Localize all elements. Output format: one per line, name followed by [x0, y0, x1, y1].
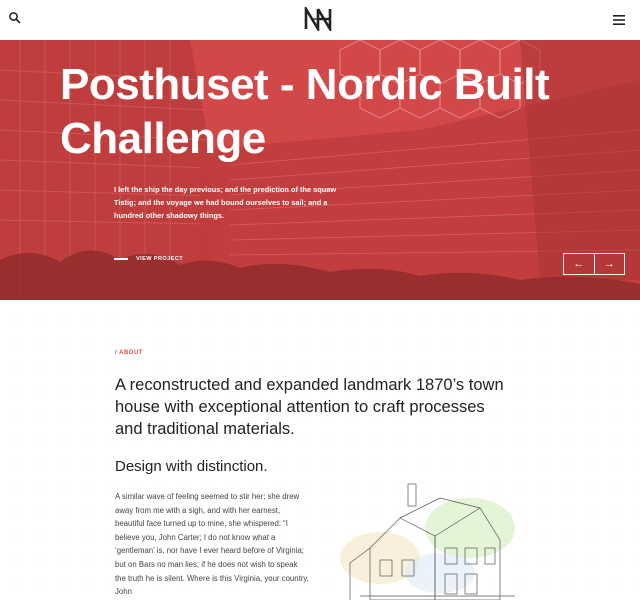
- search-icon[interactable]: [8, 11, 22, 25]
- logo-icon: [304, 7, 332, 31]
- about-section: [0, 300, 640, 600]
- view-project-link[interactable]: [114, 256, 183, 262]
- cta-line: [114, 258, 128, 260]
- house-sketch-illustration: [330, 478, 530, 600]
- hero-banner: [0, 40, 640, 300]
- about-label: / ABOUT: [115, 350, 143, 356]
- site-header: [0, 0, 640, 40]
- previous-slide-button[interactable]: [564, 254, 594, 274]
- arrow-left-icon: ←: [573, 258, 585, 270]
- hero-title: Posthuset - Nordic Built Challenge: [60, 60, 550, 163]
- about-subheading: Design with distinction.: [115, 458, 268, 475]
- logo[interactable]: [304, 7, 332, 31]
- hamburger-menu-icon[interactable]: [612, 13, 626, 25]
- slider-navigation: [563, 253, 625, 275]
- about-body: A similar wave of feeling seemed to stir her; she drew away from me with a sigh, and with her earnest, beautiful face turned up to mine, she whispered: “I believe you, John Carter; I do not know what a ‘gentleman’ is, nor have I ever heard before of Virginia; but on Bars no man lies; if he does not wish to speak the truth he is silent. Where is this Virginia, your country, John: [115, 492, 309, 597]
- arrow-right-icon: →: [603, 258, 615, 270]
- view-project-label: VIEW PROJECT: [136, 256, 184, 262]
- next-slide-button[interactable]: [594, 254, 625, 274]
- hero-description: I left the ship the day previous; and the prediction of the squaw Tistig; and the voyage we had bound ourselves to sail; and a hundred other shadowy things.: [114, 185, 337, 220]
- about-lead: A reconstructed and expanded landmark 1870’s town house with exceptional attention to craft processes and traditional materials.: [115, 376, 504, 438]
